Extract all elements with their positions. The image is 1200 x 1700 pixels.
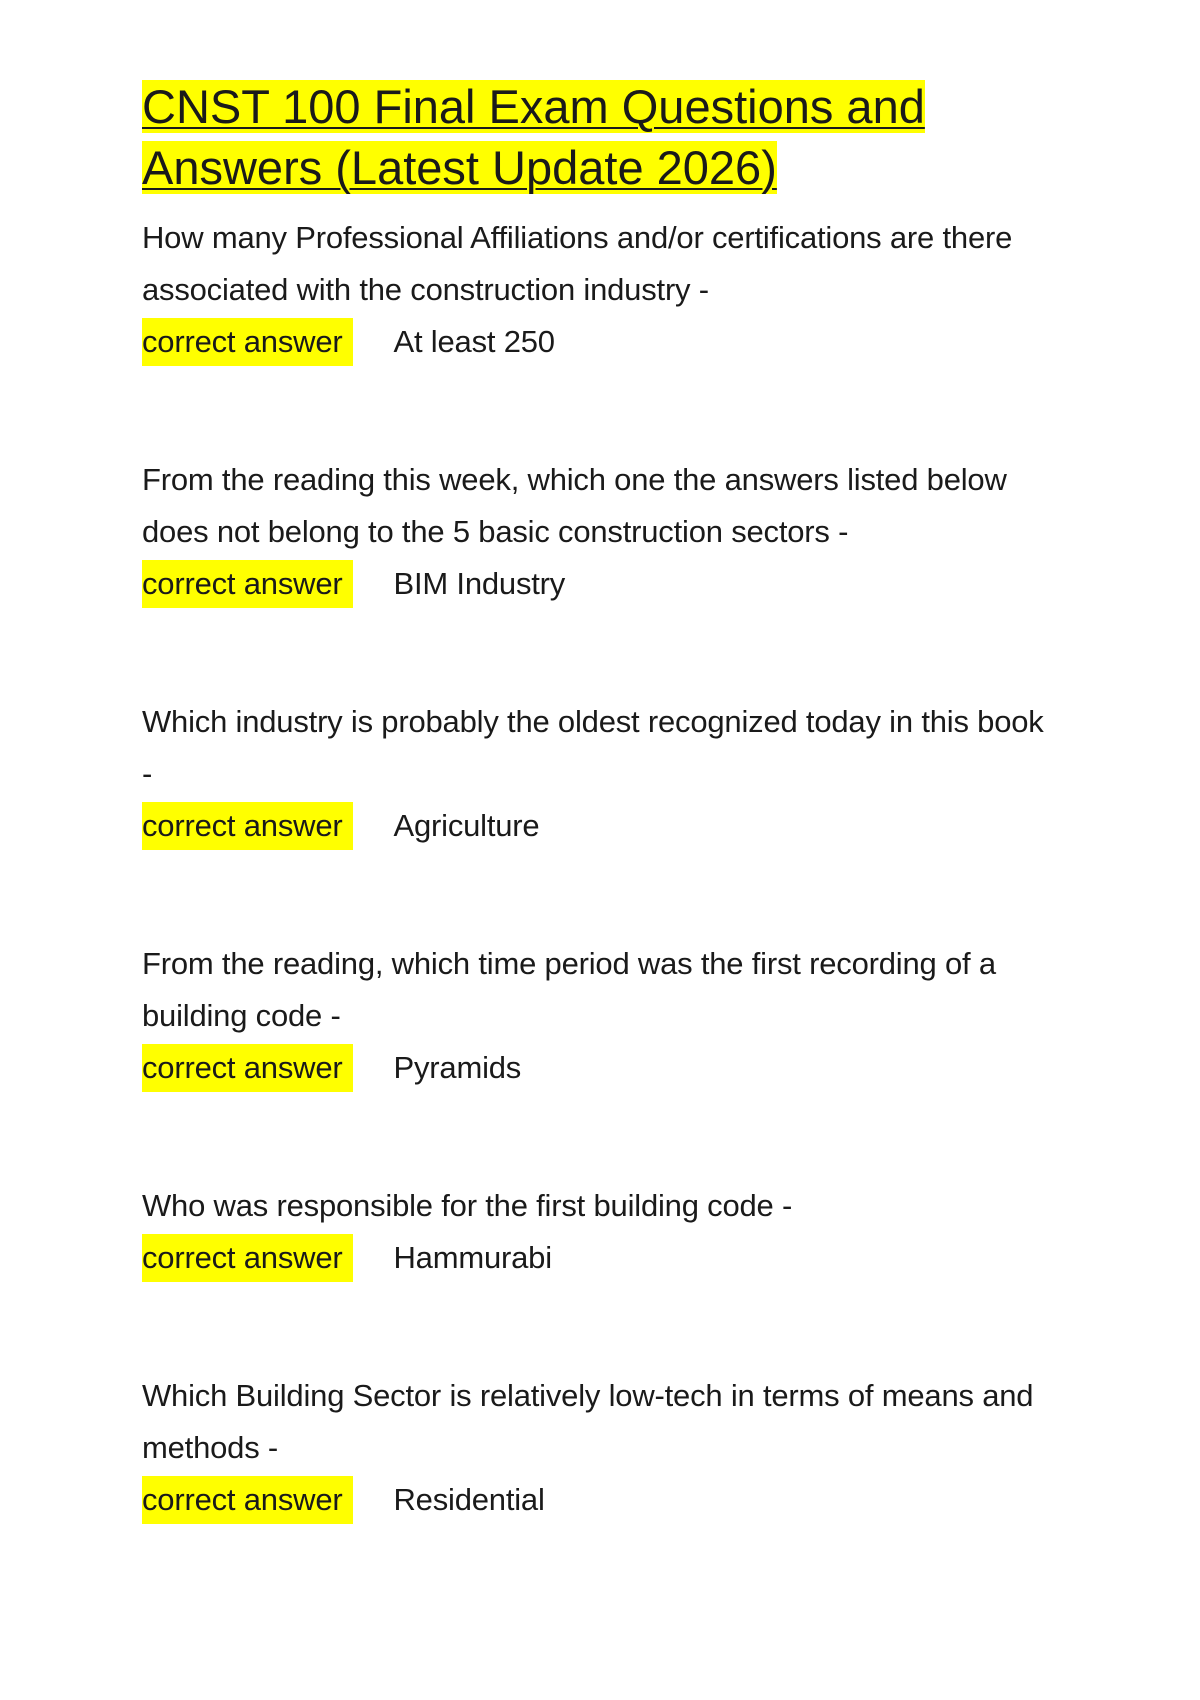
answer-row [142, 1232, 1062, 1284]
qa-item-2 [142, 454, 1062, 610]
document-page [142, 76, 1062, 1612]
answer-text: BIM Industry [393, 566, 566, 601]
answer-text: Residential [393, 1482, 545, 1517]
question-text: From the reading, which time period was the first recording of a building code - [142, 946, 996, 1033]
answer-row [142, 1042, 1062, 1094]
qa-item-6 [142, 1370, 1062, 1526]
qa-item-1 [142, 212, 1062, 368]
correct-answer-label: correct answer [142, 1044, 353, 1092]
answer-text: Agriculture [393, 808, 540, 843]
answer-row [142, 558, 1062, 610]
document-title [142, 76, 1062, 198]
question-text: Which industry is probably the oldest recognized today in this book - [142, 704, 1044, 791]
correct-answer-label: correct answer [142, 318, 353, 366]
answer-row [142, 316, 1062, 368]
correct-answer-label: correct answer [142, 1234, 353, 1282]
question-text: From the reading this week, which one the answers listed below does not belong to the 5 basic construction sectors - [142, 462, 1007, 549]
correct-answer-label: correct answer [142, 560, 353, 608]
answer-text: Pyramids [393, 1050, 522, 1085]
question-text: Which Building Sector is relatively low-tech in terms of means and methods - [142, 1378, 1034, 1465]
qa-item-4 [142, 938, 1062, 1094]
answer-text: At least 250 [393, 324, 555, 359]
question-text: How many Professional Affiliations and/or certifications are there associated with the construction industry - [142, 220, 1013, 307]
correct-answer-label: correct answer [142, 1476, 353, 1524]
document-title-text: CNST 100 Final Exam Questions and Answers (Latest Update 2026) [142, 80, 925, 194]
question-text: Who was responsible for the first building code - [142, 1188, 793, 1223]
qa-item-3 [142, 696, 1062, 852]
qa-item-5 [142, 1180, 1062, 1284]
correct-answer-label: correct answer [142, 802, 353, 850]
answer-text: Hammurabi [393, 1240, 552, 1275]
answer-row [142, 800, 1062, 852]
answer-row [142, 1474, 1062, 1526]
